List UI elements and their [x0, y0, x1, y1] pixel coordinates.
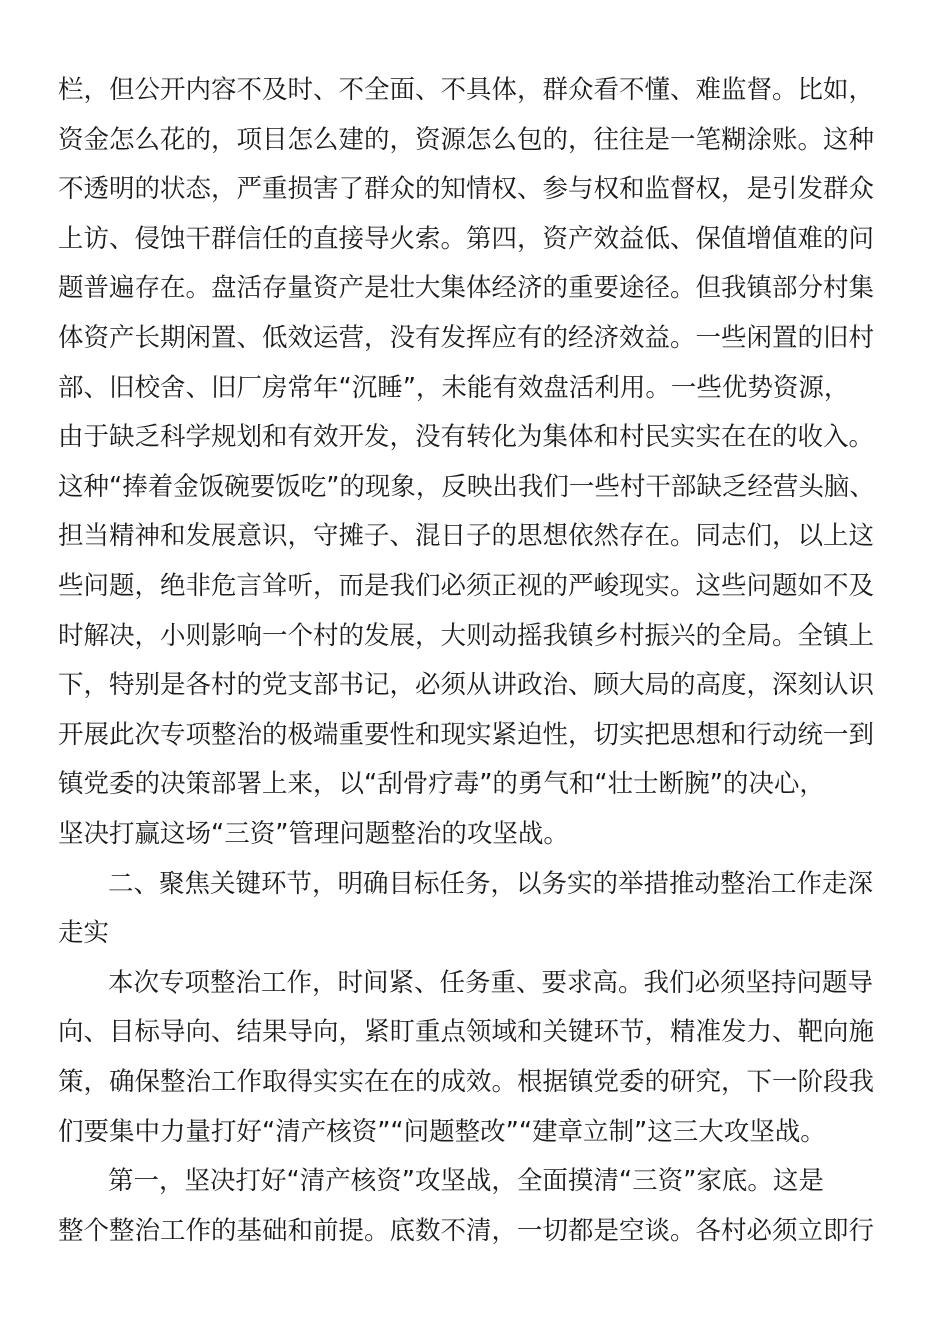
text-line: 第一，坚决打好“清产核资”攻坚战，全面摸清“三资”家底。这是 — [108, 1166, 824, 1196]
text-line: 些问题，绝非危言耸听，而是我们必须正视的严峻现实。这些问题如不及 — [58, 571, 875, 601]
text-line: 担当精神和发展意识，守摊子、混日子的思想依然存在。同志们，以上这 — [58, 521, 875, 551]
text-line: 栏，但公开内容不及时、不全面、不具体，群众看不懂、难监督。比如， — [58, 75, 875, 105]
text-line: 整个整治工作的基础和前提。底数不清，一切都是空谈。各村必须立即行 — [58, 1216, 875, 1246]
text-line: 们要集中力量打好“清产核资”“问题整改”“建章立制”这三大攻坚战。 — [58, 1117, 826, 1147]
text-line: 策，确保整治工作取得实实在在的成效。根据镇党委的研究，下一阶段我 — [58, 1067, 875, 1097]
text-line: 本次专项整治工作，时间紧、任务重、要求高。我们必须坚持问题导 — [108, 968, 874, 998]
text-line: 时解决，小则影响一个村的发展，大则动摇我镇乡村振兴的全局。全镇上 — [58, 621, 875, 651]
section-heading: 二、聚焦关键环节，明确目标任务，以务实的举措推动整治工作走深 — [108, 869, 874, 899]
text-line: 上访、侵蚀干群信任的直接导火索。第四，资产效益低、保值增值难的问 — [58, 224, 875, 254]
text-line: 资金怎么花的，项目怎么建的，资源怎么包的，往往是一笔糊涂账。这种 — [58, 125, 875, 155]
text-line: 这种“捧着金饭碗要饭吃”的现象，反映出我们一些村干部缺乏经营头脑、 — [58, 472, 875, 502]
text-line: 体资产长期闲置、低效运营，没有发挥应有的经济效益。一些闲置的旧村 — [58, 323, 875, 353]
text-line: 由于缺乏科学规划和有效开发，没有转化为集体和村民实实在在的收入。 — [58, 422, 875, 452]
text-line: 镇党委的决策部署上来，以“刮骨疗毒”的勇气和“壮士断腕”的决心， — [58, 769, 825, 799]
section-heading-continuation: 走实 — [58, 918, 110, 948]
text-line: 开展此次专项整治的极端重要性和现实紧迫性，切实把思想和行动统一到 — [58, 720, 875, 750]
text-line: 不透明的状态，严重损害了群众的知情权、参与权和监督权，是引发群众 — [58, 174, 875, 204]
text-line: 部、旧校舍、旧厂房常年“沉睡”，未能有效盘活利用。一些优势资源， — [58, 373, 850, 403]
text-line: 题普遍存在。盘活存量资产是壮大集体经济的重要途径。但我镇部分村集 — [58, 273, 875, 303]
text-line: 下，特别是各村的党支部书记，必须从讲政治、顾大局的高度，深刻认识 — [58, 670, 875, 700]
text-line: 坚决打赢这场“三资”管理问题整治的攻坚战。 — [58, 819, 569, 849]
text-line: 向、目标导向、结果导向，紧盯重点领域和关键环节，精准发力、靶向施 — [58, 1017, 875, 1047]
